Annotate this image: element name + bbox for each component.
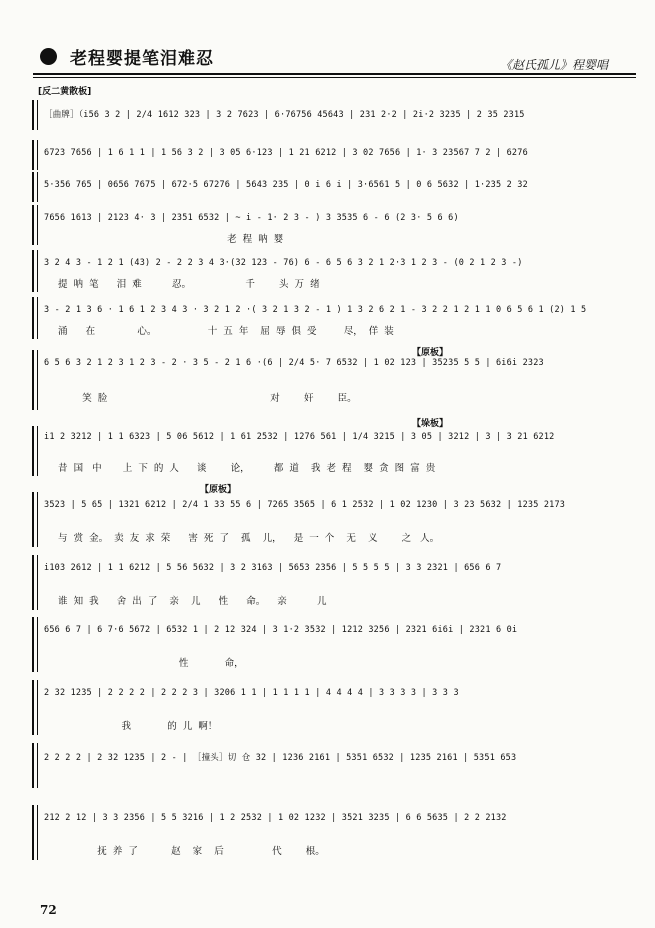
notation-line: ［曲牌］（i56 3 2 | 2/4 1612 323 | 3 2 7623 | 6·76756 45643 | 231 2·2 | 2i·2 3235 | 2 35 2315: [44, 110, 525, 120]
section-label: 【原板】: [200, 485, 237, 495]
score-system: [32, 805, 638, 860]
header-rule-thin: [33, 77, 636, 78]
score-system: [32, 492, 638, 547]
lyrics-line: 昔 国 中 上 下 的 人 谈 论， 都 道 我 老 程 婴 贪 图 富 贵: [52, 463, 436, 474]
score-system: [32, 426, 638, 476]
page-number: 72: [40, 903, 57, 917]
score-system: [32, 617, 638, 672]
section-label: [反二黄散板]: [38, 87, 92, 97]
lyrics-line: 与 赏 金。 卖 友 求 荣 害 死 了 孤 儿， 是 一 个 无 义 之 人。: [52, 533, 440, 544]
title-bullet-icon: [40, 48, 57, 65]
lyrics-line: 性 命，: [52, 658, 244, 669]
lyrics-line: 提 呐 笔 泪 难 忍。 千 头 万 绪: [52, 279, 320, 290]
notation-line: 3 - 2 1 3 6 · 1 6 1 2 3 4 3 · 3 2 1 2 ·( 3 2 1 3 2 - 1 ) 1 3 2 6 2 1 - 3 2 2 1 2 1 1 0 6 5 6 1 (2) 1 5: [44, 305, 587, 315]
score-system: [32, 555, 638, 610]
attribution: 《赵氏孤儿》程婴唱: [500, 58, 609, 72]
score-system: [32, 250, 638, 292]
lyrics-line: 老 程 呐 婴: [52, 234, 284, 245]
score-system: [32, 297, 638, 339]
score-system: [32, 100, 638, 130]
notation-line: i103 2612 | 1 1 6212 | 5 56 5632 | 3 2 3163 | 5653 2356 | 5 5 5 5 | 3 3 2321 | 656 6 7: [44, 563, 502, 573]
section-label: 【原板】: [412, 348, 449, 358]
notation-line: 6723 7656 | 1 6 1 1 | 1 56 3 2 | 3 05 6·123 | 1 21 6212 | 3 02 7656 | 1· 3 23567 7 2 | 6276: [44, 148, 528, 158]
score-system: [32, 172, 638, 202]
notation-line: 3523 | 5 65 | 1321 6212 | 2/4 1 33 55 6 | 7265 3565 | 6 1 2532 | 1 02 1230 | 3 23 5632 | 1235 2173: [44, 500, 566, 510]
score-system: [32, 140, 638, 170]
score-system: [32, 350, 638, 410]
page-title: 老程婴提笔泪难忍: [70, 49, 214, 69]
score-system: [32, 680, 638, 735]
notation-line: 3 2 4 3 - 1 2 1 (43) 2 - 2 2 3 4 3·(32 123 - 76) 6 - 6 5 6 3 2 1 2·3 1 2 3 - (0 2 1 2 3 -): [44, 258, 523, 268]
notation-line: 7656 1613 | 2123 4· 3 | 2351 6532 | ~ i - 1· 2 3 - ) 3 3535 6 - 6 (2 3· 5 6 6): [44, 213, 459, 223]
lyrics-line: 涌 在 心。 十 五 年 屈 辱 俱 受 尽， 佯 装: [52, 326, 394, 337]
score-system: [32, 743, 638, 788]
lyrics-line: 抚 养 了 赵 家 后 代 根。: [52, 846, 325, 857]
score-system: [32, 205, 638, 245]
section-label: 【垛板】: [412, 419, 449, 429]
notation-line: 2 32 1235 | 2 2 2 2 | 2 2 2 3 | 3206 1 1 | 1 1 1 1 | 4 4 4 4 | 3 3 3 3 | 3 3 3: [44, 688, 459, 698]
notation-line: 2 2 2 2 | 2 32 1235 | 2 - | ［撞头］切 仓 32 | 1236 2161 | 5351 6532 | 1235 2161 | 5351 653: [44, 753, 517, 763]
lyrics-line: 笑 脸 对 奸 臣。: [52, 393, 357, 404]
notation-line: 656 6 7 | 6 7·6 5672 | 6532 1 | 2 12 324 | 3 1·2 3532 | 1212 3256 | 2321 6i6i | 2321 6 0i: [44, 625, 518, 635]
lyrics-line: 我 的 儿 啊！: [52, 721, 218, 732]
header-rule-thick: [33, 73, 636, 75]
lyrics-line: 谁 知 我 舍 出 了 亲 儿 性 命。 亲 儿: [52, 596, 327, 607]
notation-line: i1 2 3212 | 1 1 6323 | 5 06 5612 | 1 61 2532 | 1276 561 | 1/4 3215 | 3 05 | 3212 | 3 | 3 21 6212: [44, 432, 555, 442]
notation-line: 6 5 6 3 2 1 2 3 1 2 3 - 2 · 3 5 - 2 1 6 ·(6 | 2/4 5· 7 6532 | 1 02 123 | 35235 5 5 | 6i6i 2323: [44, 358, 544, 368]
notation-line: 5·356 765 | 0656 7675 | 672·5 67276 | 5643 235 | 0 i 6 i | 3·6561 5 | 0 6 5632 | 1·235 2 32: [44, 180, 528, 190]
notation-line: 212 2 12 | 3 3 2356 | 5 5 3216 | 1 2 2532 | 1 02 1232 | 3521 3235 | 6 6 5635 | 2 2 2132: [44, 813, 507, 823]
